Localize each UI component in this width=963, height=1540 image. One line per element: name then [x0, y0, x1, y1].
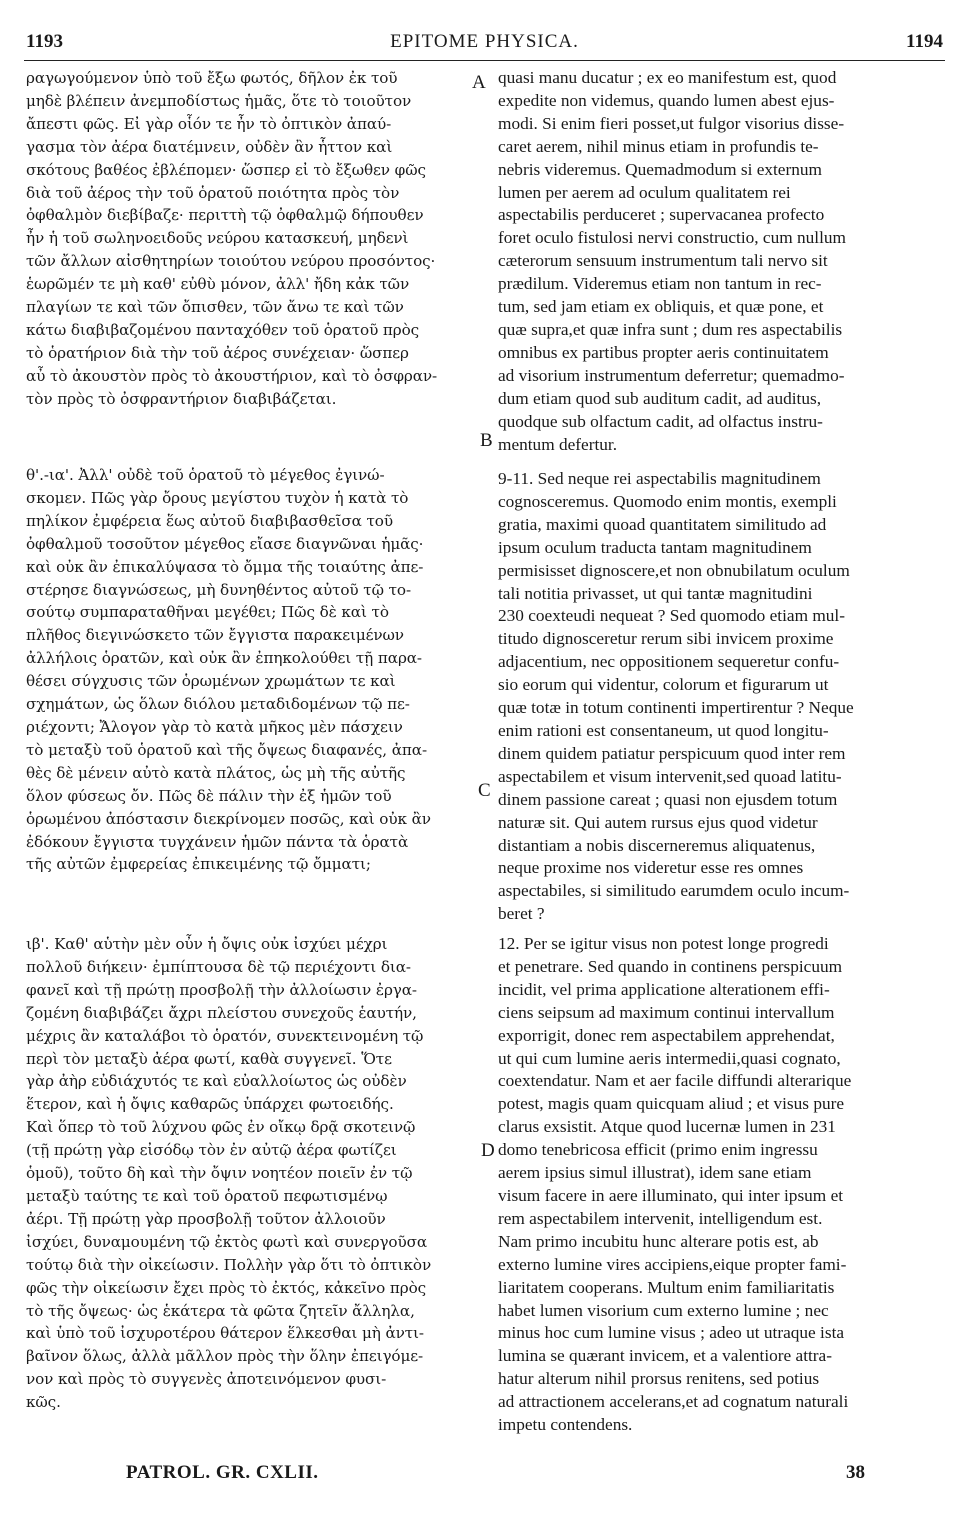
latin-paragraph-2: 9-11. Sed neque rei aspectabilis magnitudinem cognosceremus. Quomodo enim montis, exempli gratia, maximi quoad quantitatem similitudo ad ipsum oculum traducta tantam magnitudinem permisisset dignoscere,et non obnubilatum oculum tali notitia privasset, ut qui tantæ magnitudini 230 coexteudi nequeat ? Sed quomodo etiam mul- titudo dignosceretur rerum sibi invicem proxime adjacentium, nec oppositionem sequeretur confu- sio eorum qui videntur, colorum et figurarum ut quæ totæ in totum continenti impertirentur ? Neque enim rationi est consentaneum, ut quod longitu- dinem quidem patiatur perspicuum quod inter rem aspectabilem et visum intervenit,sed quoad latitu- dinem passione careat ; quasi non ejusdem totum naturæ sit. Qui autem rursus ejus quod videtur distantiam a nobis discerneremus aliquatenus, neque proxime nos videretur esse res omnes aspectabiles, si similitudo earumdem oculo incum- beret ? [498, 469, 854, 924]
footer-collection-title: PATROL. GR. CXLII. [126, 1462, 319, 1483]
greek-paragraph-2: θ'.-ια'. Ἀλλ' οὐδὲ τοῦ ὁρατοῦ τὸ μέγεθος ἐγινώ- σκομεν. Πῶς γὰρ ὄρους μεγίστου τυχὸν ἡ κατὰ τὸ πηλίκον ἐμφέρεια ἕως αὐτοῦ διαβιβασθεῖσα τοῦ ὀφθαλμοῦ τοσοῦτον μέγεθος εἴασε διαγνῶναι ἡμᾶς· καὶ οὐκ ἂν ἐπικαλύψασα τὸ ὄμμα τῆς τοιαύτης ἀπε- στέρησε διαγνώσεως, μὴ δυνηθέντος αὐτοῦ τῷ το- σούτῳ συμπαραταθῆναι μεγέθει; Πῶς δὲ καὶ τὸ πλῆθος διεγινώσκετο τῶν ἔγγιστα παρακειμένων ἀλλήλοις ὁρατῶν, καὶ οὐκ ἂν ἐπηκολούθει τῇ παρα- θέσει σύγχυσις τῶν ὁρωμένων χρωμάτων τε καὶ σχημάτων, ὡς ὅλων διόλου μεταδιδομένων τῷ πε- ριέχοντι; Ἄλογον γὰρ τὸ κατὰ μῆκος μὲν πάσχειν τὸ μεταξὺ τοῦ ὁρατοῦ καὶ τῆς ὄψεως διαφανές, ἀπα- θὲς δὲ μένειν αὐτὸ κατὰ πλάτος, ὡς μὴ τῆς αὐτῆς ὅλον φύσεως ὄν. Πῶς δὲ πάλιν τὴν ἐξ ἡμῶν τοῦ ὁρωμένου ἀπόστασιν διεκρίνομεν ποσῶς, καὶ οὐκ ἂν ἐδόκουν ἔγγιστα τυγχάνειν ἡμῶν πάντα τὰ ὁρατὰ τῆς αὐτῶν ἐμφερείας ἐπικειμένης τῷ ὄμματι; [26, 466, 431, 874]
section-marker-d: D [481, 1140, 495, 1161]
section-marker-a: A [472, 72, 486, 93]
latin-paragraph-1: quasi manu ducatur ; ex eo manifestum est, quod expedite non videmus, quando lumen abest ejus- modi. Si enim fieri posset,ut fulgor visorius disse- caret aerem, nihil minus etiam in profundis te- nebris videremus. Quemadmodum si externum lumen per aerem ad oculum qualitatem rei aspectabilis perduceret ; supervacanea profecto foret oculo fistulosi nervi constructio, cum nullum cæterorum sensuum instrumentum tali nervo sit prædilum. Videremus etiam non tantum in rec- tum, sed jam etiam ex obliquis, et quæ pone, et quæ supra,et quæ infra sunt ; dum res aspectabilis omnibus ex partibus propter aeris continuitatem ad visorium instrumentum deferretur; quemadmo- dum etiam quod sub auditum cadit, ad auditus, quodque sub olfactum cadit, ad olfactus instru- mentum defertur. [498, 68, 846, 454]
section-marker-b: B [480, 430, 493, 451]
greek-paragraph-1: ραγωγούμενον ὑπὸ τοῦ ἔξω φωτός, δῆλον ἐκ τοῦ μηδὲ βλέπειν ἀνεμποδίστως ἡμᾶς, ὅτε τὸ τοιοῦτον ἄπεστι φῶς. Εἰ γὰρ οἷόν τε ἦν τὸ ὀπτικὸν ἀπαύ- γασμα τὸν ἀέρα διατέμνειν, οὐδὲν ἂν ἧττον καὶ σκότους βαθέος ἐβλέπομεν· ὥσπερ εἰ τὸ ἔξωθεν φῶς διὰ τοῦ ἀέρος τὴν τοῦ ὁρατοῦ ποιότητα πρὸς τὸν ὀφθαλμὸν διεβίβαζε· περιττὴ τῷ ὀφθαλμῷ δήπουθεν ἦν ἡ τοῦ σωληνοειδοῦς νεύρου κατασκευή, μηδενὶ τῶν ἄλλων αἰσθητηρίων τοιούτου νεύρου προσόντος· ἑωρῶμέν τε μὴ καθ' εὐθὺ μόνον, ἀλλ' ἤδη κἀκ τῶν πλαγίων τε καὶ τῶν ὄπισθεν, τῶν ἄνω τε καὶ τῶν κάτω διαβιβαζομένου πανταχόθεν τοῦ ὁρατοῦ πρὸς τὸ ὁρατήριον διὰ τὴν τοῦ ἀέρος συνέχειαν· ὥσπερ αὖ τὸ ἀκουστὸν πρὸς τὸ ἀκουστήριον, καὶ τὸ ὀσφραν- τὸν πρὸς τὸ ὀσφραντήριον διαβιβάζεται. [26, 69, 438, 408]
left-column-number: 1193 [26, 31, 63, 52]
header-rule [24, 60, 945, 61]
footer-signature-number: 38 [846, 1462, 865, 1483]
running-header [26, 31, 943, 59]
right-column-number: 1194 [906, 31, 943, 52]
latin-paragraph-3: 12. Per se igitur visus non potest longe progredi et penetrare. Sed quando in continens perspicuum incidit, vel prima applicatione alterationem effi- ciens seipsum ad maximum continui intervallum exporrigit, donec rem aspectabilem apprehendat, ut qui cum lumine aeris intermedii,quasi cognato, coextendatur. Nam et aer facile diffundi alterarique potest, magis quam quicquam aliud ; et visus pure clarus exsistit. Atque quod lucernæ lumen in 231 domo tenebricosa efficit (primo enim ingressu aerem ipsius simul illustrat), idem sane etiam visum facere in aere illuminato, qui inter ipsum et rem aspectabilem intervenit, intelligendum est. Nam primo incubitu hunc alterare potis est, ab externo lumine vires accipiens,eique propter fami- liaritatem cooperans. Multum enim familiaritatis habet lumen visorium cum externo lumine ; nec minus hoc cum lumine visus ; adeo ut utraque ista lumina se quærant invicem, et a valentiore attra- hatur alterum nihil prorsus renitens, sed potius ad attractionem accelerans,et ad cognatum naturali impetu contendens. [498, 934, 852, 1435]
section-marker-c: C [478, 780, 491, 801]
greek-paragraph-3: ιβ'. Καθ' αὑτὴν μὲν οὖν ἡ ὄψις οὐκ ἰσχύει μέχρι πολλοῦ διήκειν· ἐμπίπτουσα δὲ τῷ περιέχοντι δια- φανεῖ καὶ τῇ πρώτῃ προσβολῇ τὴν ἀλλοίωσιν ἐργα- ζομένη διαβιβάζει ἄχρι πλείστου συνεχοῦς ἑαυτήν, μέχρις ἂν καταλάβοι τὸ ὁρατόν, συνεκτεινομένη τῷ περὶ τὸν μεταξὺ ἀέρα φωτί, καθὰ συγγενεῖ. Ὅτε γὰρ ἀὴρ εὐδιάχυτός τε καὶ εὐαλλοίωτος ὡς οὐδὲν ἕτερον, καὶ ἡ ὄψις καθαρῶς ὑπάρχει φωτοειδής. Καὶ ὅπερ τὸ τοῦ λύχνου φῶς ἐν οἴκῳ δρᾷ σκοτεινῷ (τῇ πρώτῃ γὰρ εἰσόδῳ τὸν ἐν αὐτῷ ἀέρα φωτίζει ὁμοῦ), τοῦτο δὴ καὶ τὴν ὄψιν νοητέον ποιεῖν ἐν τῷ μεταξὺ ταύτης τε καὶ τοῦ ὁρατοῦ πεφωτισμένῳ ἀέρι. Τῇ πρώτῃ γὰρ προσβολῇ τοῦτον ἀλλοιοῦν ἰσχύει, δυναμουμένη τῷ ἐκτὸς φωτὶ καὶ συνεργοῦσα τούτῳ διὰ τὴν οἰκείωσιν. Πολλὴν γὰρ ὅτι τὸ ὀπτικὸν φῶς τὴν οἰκείωσιν ἔχει πρὸς τὸ ἐκτός, κἀκεῖνο πρὸς τὸ τῆς ὄψεως· ὡς ἑκάτερα τὰ φῶτα ζητεῖν ἄλληλα, καὶ ὑπὸ τοῦ ἰσχυροτέρου θάτερον ἕλκεσθαι μὴ ἀντι- βαῖνον ὅλως, ἀλλὰ μᾶλλον πρὸς τὴν ὅλην ἐπειγόμε- νον καὶ πρὸς τὸ συγγενὲς ἀποτεινόμενον φυσι- κῶς. [26, 935, 432, 1412]
page-title: EPITOME PHYSICA. [390, 31, 579, 52]
